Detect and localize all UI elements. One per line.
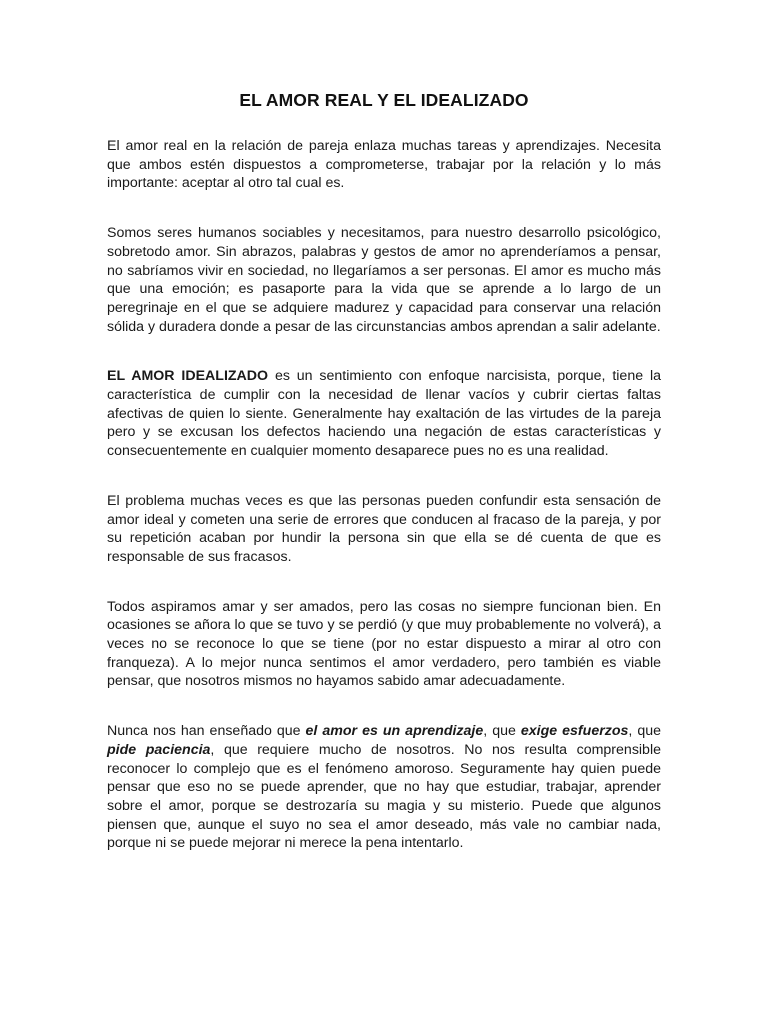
paragraph-aspiramos: Todos aspiramos amar y ser amados, pero las cosas no siempre funcionan bien. En ocasiones se añora lo que se tuvo y se perdió (y que muy probablemente no volverá), a veces no se reconoce lo que se tiene (por no estar dispuesto a mirar al otro con franqueza). A lo mejor nunca sentimos el amor verdadero, pero también es viable pensar, que nosotros mismos no hayamos sabido amar adecuadamente. bbox=[107, 598, 661, 690]
emphasis-paciencia: pide paciencia bbox=[107, 741, 211, 758]
paragraph-amor-real: El amor real en la relación de pareja enlaza muchas tareas y aprendizajes. Necesita que ambos estén dispuestos a comprometerse, trabajar por la relación y lo más importante: aceptar al otro tal cual es. bbox=[107, 138, 661, 192]
paragraph-text: , que bbox=[483, 723, 521, 740]
paragraph-text: , que requiere mucho de nosotros. No nos resulta comprensible reconocer lo complejo que es el fenómeno amoroso. Seguramente hay quien puede pensar que eso no se puede aprender, que no hay que estudiar, trabajar, aprender sobre el amor, porque se destrozaría su magia y su misterio. Puede que algunos piensen que, aunque el suyo no sea el amor deseado, más vale no cambiar nada, porque ni se puede mejorar ni merece la pena intentarlo. bbox=[107, 741, 661, 852]
paragraph-amor-idealizado bbox=[107, 367, 661, 461]
document-title: EL AMOR REAL Y EL IDEALIZADO bbox=[239, 90, 529, 110]
paragraph-text: , que bbox=[628, 723, 662, 740]
paragraph-problema: El problema muchas veces es que las personas pueden confundir esta sensación de amor ideal y cometen una serie de errores que conducen al fracaso de la pareja, y por su repetición acaban por hundir la persona sin que ella se dé cuenta de que es responsable de sus fracasos. bbox=[107, 492, 661, 565]
paragraph-text: es un sentimiento con enfoque narcisista, porque, tiene la característica de cumplir con la necesidad de llenar vacíos y cubrir ciertas faltas afectivas de quien lo siente. Generalmente hay exaltación de las virtudes de la pareja pero y se excusan los defectos haciendo una negación de estas características y consecuentemente en cualquier momento desaparece pues no es una realidad. bbox=[107, 368, 661, 460]
paragraph-text: Nunca nos han enseñado que bbox=[107, 723, 306, 740]
emphasis-esfuerzos: exige esfuerzos bbox=[520, 723, 629, 740]
bold-lead-term: EL AMOR IDEALIZADO bbox=[107, 368, 269, 385]
emphasis-aprendizaje: el amor es un aprendizaje bbox=[305, 723, 484, 740]
paragraph-aprendizaje bbox=[107, 722, 661, 853]
paragraph-seres-humanos: Somos seres humanos sociables y necesitamos, para nuestro desarrollo psicológico, sobretodo amor. Sin abrazos, palabras y gestos de amor no aprenderíamos a pensar, no sabríamos vivir en sociedad, no llegaríamos a ser personas. El amor es mucho más que una emoción; es pasaporte para la vida que se aprende a lo largo de un peregrinaje en el que se adquiere madurez y capacidad para conservar una relación sólida y duradera donde a pesar de las circunstancias ambos aprendan a salir adelante. bbox=[107, 225, 661, 335]
